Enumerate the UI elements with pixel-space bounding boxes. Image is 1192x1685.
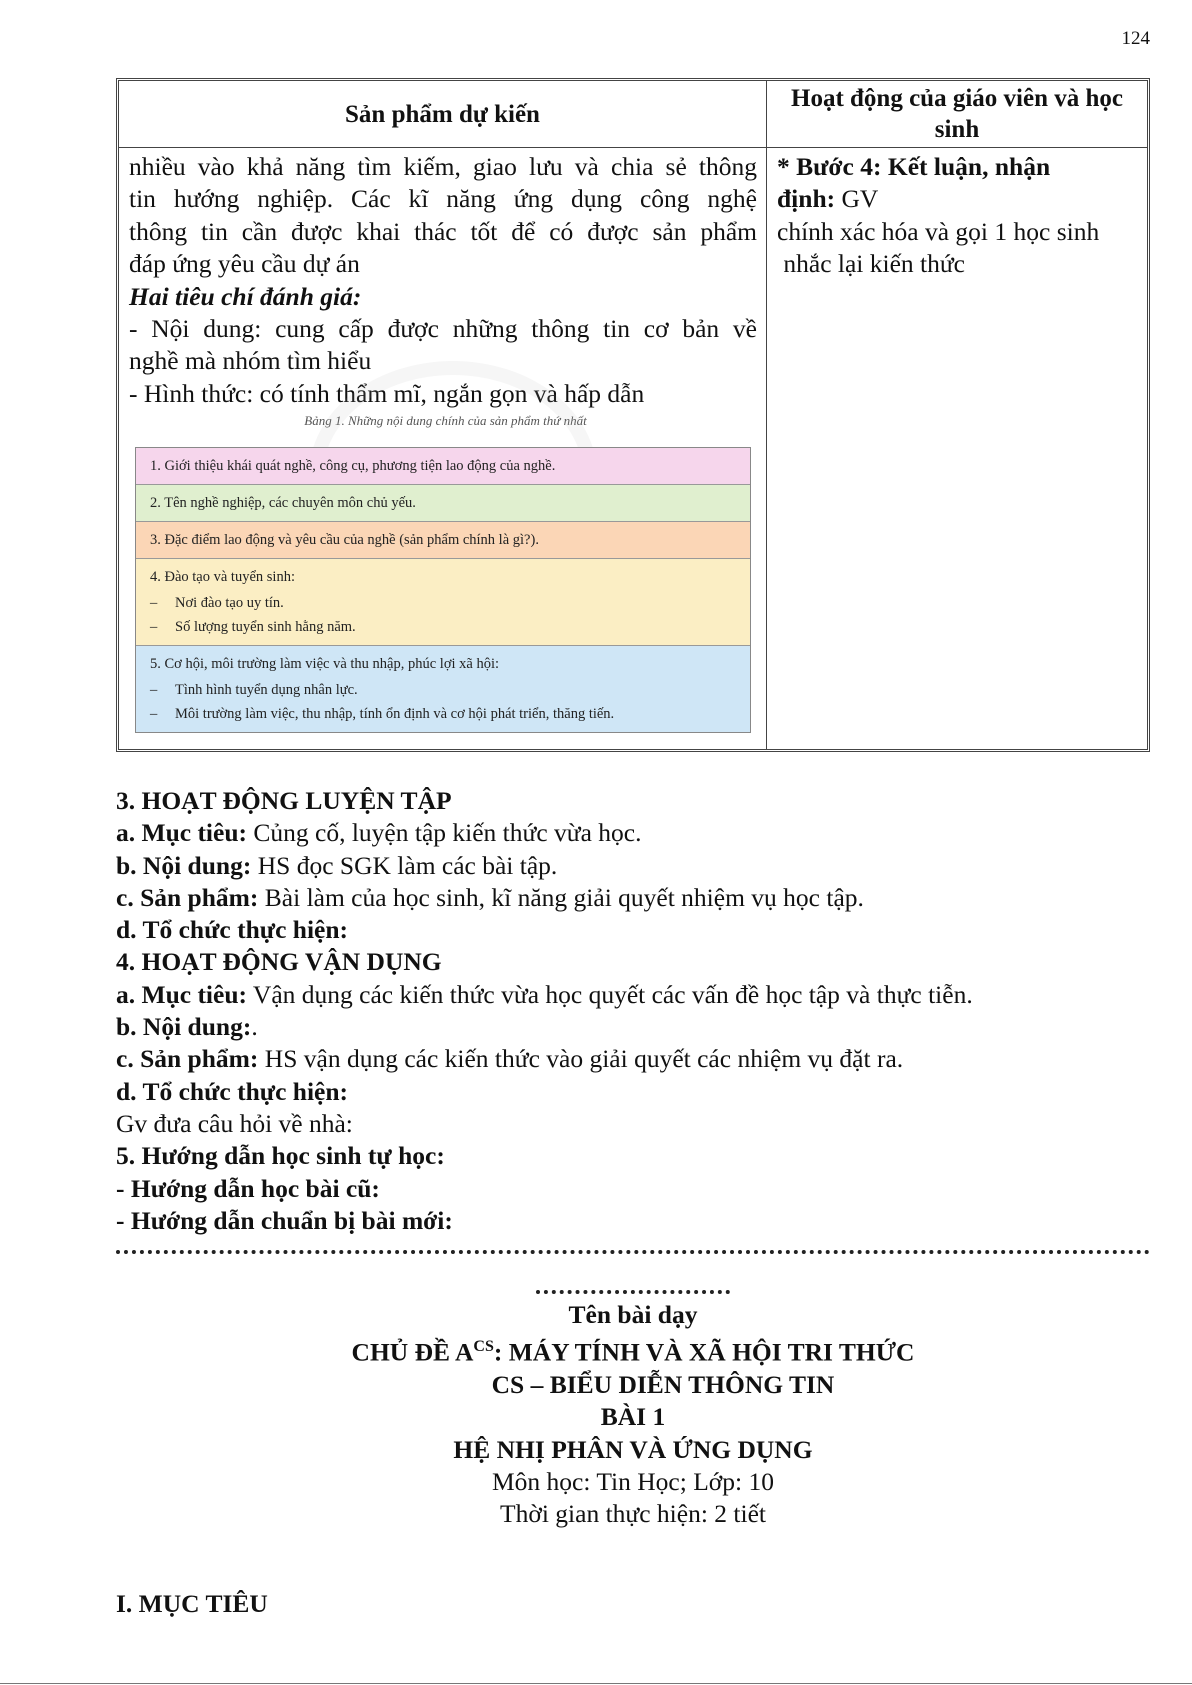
info-row-3 (136, 522, 750, 559)
topic-suffix: : MÁY TÍNH VÀ XÃ HỘI TRI THỨC (493, 1337, 915, 1367)
lesson-number: BÀI 1 (600, 1402, 666, 1432)
criteria-content: - Nội dung: cung cấp được những thông tin cơ bản về (129, 314, 757, 344)
text: HS đọc SGK làm các bài tập. (251, 850, 558, 880)
text-line: thông tin cần được khai thác tốt để có được sản phẩm (129, 216, 757, 246)
dotted-separator (116, 1240, 1150, 1254)
product-content-table (135, 447, 751, 733)
step-4-heading: * Bước 4: Kết luận, nhận (777, 152, 1051, 181)
cs-line: CS – BIỂU DIỄN THÔNG TIN (491, 1370, 835, 1400)
practice-content (116, 850, 1156, 882)
criteria-form: - Hình thức: có tính thẩm mĩ, ngắn gọn và hấp dẫn (129, 378, 645, 408)
homework-question: Gv đưa câu hỏi về nhà: (116, 1108, 353, 1138)
criteria-title: Hai tiêu chí đánh giá: (129, 281, 362, 311)
dash-marker: – (150, 595, 158, 611)
table-header-row (119, 81, 1147, 148)
info-row-title: 5. Cơ hội, môi trường làm việc và thu nhập, phúc lợi xã hội: (150, 656, 500, 672)
info-row-text: 3. Đặc điểm lao động và yêu cầu của nghề (sản phẩm chính là gì?). (150, 532, 539, 548)
practice-product (116, 882, 1156, 914)
activity-sections (116, 785, 1156, 1237)
text: . (251, 1012, 258, 1042)
dash-marker: – (150, 706, 158, 722)
application-content (116, 1011, 1156, 1043)
application-product (116, 1043, 1156, 1075)
text-line: nhiều vào khả năng tìm kiếm, giao lưu và chia sẻ thông (129, 152, 757, 181)
duration: Thời gian thực hiện: 2 tiết (500, 1499, 766, 1529)
topic-superscript: CS (473, 1338, 494, 1356)
old-lesson-guide: - Hướng dẫn học bài cũ: (116, 1173, 380, 1203)
page-number: 124 (1121, 28, 1150, 49)
step-4-line (777, 183, 1137, 215)
info-row-title: 4. Đào tạo và tuyển sinh: (150, 569, 295, 585)
label: a. Mục tiêu: (116, 979, 248, 1009)
info-row-5 (136, 646, 750, 732)
label: a. Mục tiêu: (116, 818, 248, 848)
step-4-text: GV (835, 184, 879, 214)
text-line: tin hướng nghiệp. Các kĩ năng ứng dụng công nghệ (129, 184, 757, 214)
heading-practice: 3. HOẠT ĐỘNG LUYỆN TẬP (116, 786, 452, 815)
dotted-separator-short (536, 1280, 730, 1294)
teacher-activity-cell (777, 151, 1137, 281)
text: Củng cố, luyện tập kiến thức vừa học. (247, 818, 642, 848)
application-organization: d. Tổ chức thực hiện: (116, 1076, 349, 1106)
info-row-4 (136, 559, 750, 646)
info-row-text: 1. Giới thiệu khái quát nghề, công cụ, phương tiện lao động của nghề. (150, 458, 556, 474)
practice-organization: d. Tổ chức thực hiện: (116, 915, 349, 945)
text: Vận dụng các kiến thức vừa học quyết các vấn đề học tập và thực tiễn. (247, 979, 973, 1009)
header-teacher-student-activity: Hoạt động của giáo viên và học sinh (791, 85, 1123, 143)
info-sub-item (150, 705, 736, 723)
dash-marker: – (150, 682, 158, 698)
info-sub-item (150, 618, 736, 636)
new-lesson-guide: - Hướng dẫn chuẩn bị bài mới: (116, 1205, 453, 1235)
heading-application: 4. HOẠT ĐỘNG VẬN DỤNG (116, 947, 442, 977)
text-line: nhắc lại kiến thức (777, 249, 966, 279)
page-bottom-border (0, 1683, 1192, 1684)
lesson-table (116, 78, 1150, 752)
subject-grade: Môn học: Tin Học; Lớp: 10 (492, 1466, 774, 1496)
header-expected-product: Sản phẩm dự kiến (345, 100, 540, 128)
info-row-1 (136, 448, 750, 485)
info-sub-text: Số lượng tuyển sinh hằng năm. (175, 619, 356, 635)
section-heading-objectives: I. MỤC TIÊU (116, 1589, 268, 1618)
lesson-title-block (116, 1299, 1150, 1531)
text-line: đáp ứng yêu cầu dự án (129, 249, 360, 279)
text: HS vận dụng các kiến thức vào giải quyết các nhiệm vụ đặt ra. (258, 1044, 904, 1074)
label: c. Sản phẩm: (116, 882, 259, 912)
heading-self-study: 5. Hướng dẫn học sinh tự học: (116, 1141, 445, 1171)
info-sub-text: Nơi đào tạo uy tín. (175, 595, 284, 611)
step-4-label: định: (777, 184, 836, 214)
info-sub-text: Môi trường làm việc, thu nhập, tính ổn định và cơ hội phát triển, thăng tiến. (175, 706, 615, 722)
topic-prefix: CHỦ ĐỀ A (351, 1337, 474, 1367)
lesson-title: HỆ NHỊ PHÂN VÀ ỨNG DỤNG (453, 1434, 813, 1464)
label: b. Nội dung: (116, 1012, 252, 1042)
label: c. Sản phẩm: (116, 1044, 259, 1074)
lesson-label: Tên bài dạy (568, 1300, 698, 1329)
info-sub-item (150, 594, 736, 612)
application-objective (116, 979, 1156, 1011)
info-row-2 (136, 485, 750, 522)
label: b. Nội dung: (116, 850, 252, 880)
practice-objective (116, 817, 1156, 849)
text-line: chính xác hóa và gọi 1 học sinh (777, 216, 1100, 246)
topic-title (116, 1331, 1150, 1369)
text: Bài làm của học sinh, kĩ năng giải quyết nhiệm vụ học tập. (258, 882, 864, 912)
info-sub-item (150, 681, 736, 699)
table-caption: Bảng 1. Những nội dung chính của sản phẩm thứ nhất (304, 413, 587, 429)
info-row-text: 2. Tên nghề nghiệp, các chuyên môn chủ yếu. (150, 495, 416, 511)
criteria-content-cont: nghề mà nhóm tìm hiểu (129, 346, 372, 376)
info-sub-text: Tình hình tuyển dụng nhân lực. (175, 682, 358, 698)
column-divider (766, 81, 767, 749)
dash-marker: – (150, 619, 158, 635)
